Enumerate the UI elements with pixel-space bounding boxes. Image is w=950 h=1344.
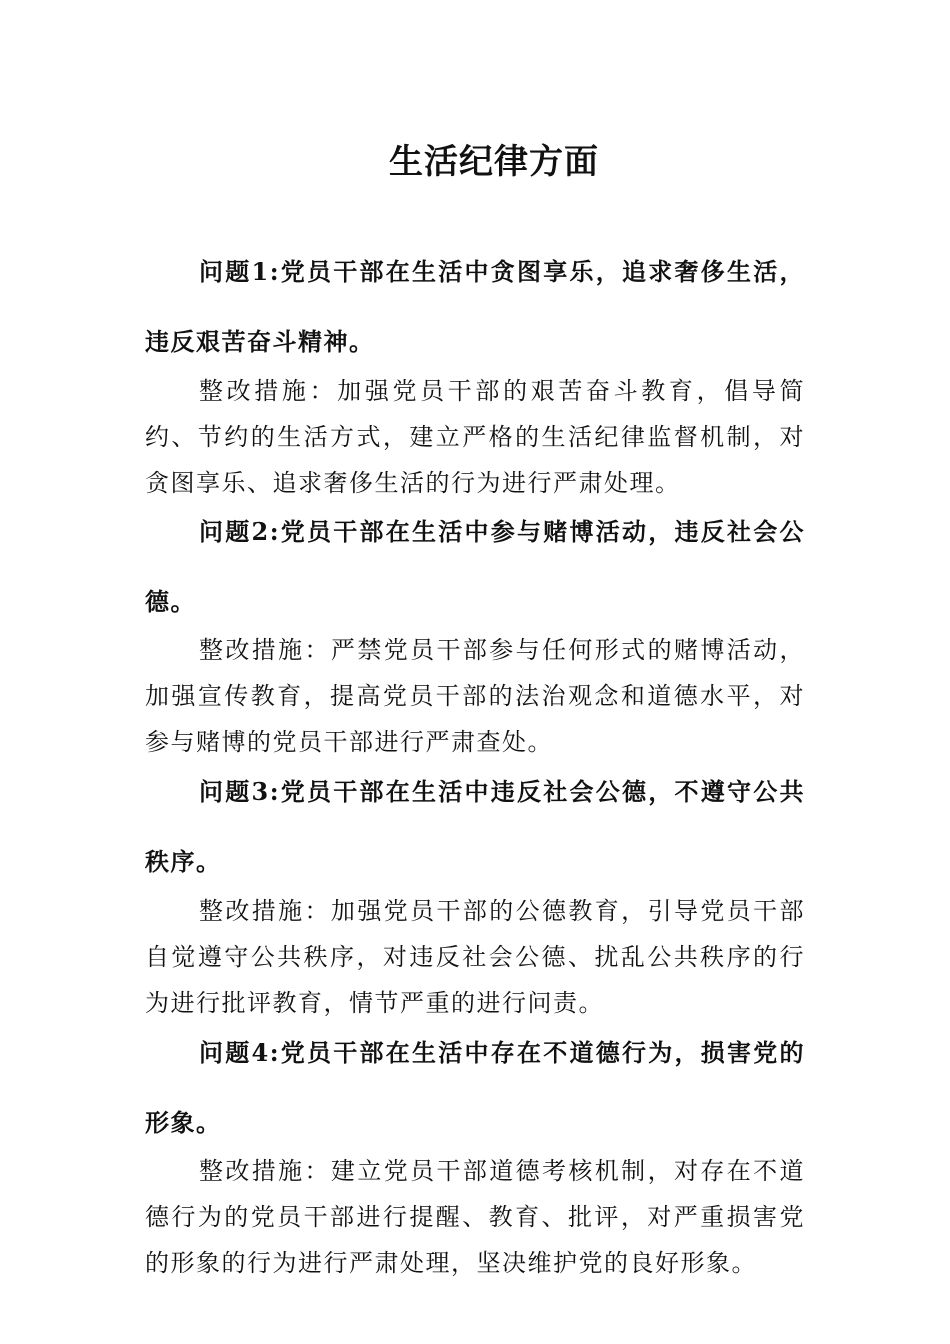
issue-1-heading: 问题1:党员干部在生活中贪图享乐，追求奢侈生活，违反艰苦奋斗精神。 xyxy=(145,257,805,356)
issue-2-heading: 问题2:党员干部在生活中参与赌博活动，违反社会公德。 xyxy=(145,517,805,616)
issue-3-heading: 问题3:党员干部在生活中违反社会公德，不遵守公共秩序。 xyxy=(145,777,805,876)
issue-4-heading: 问题4:党员干部在生活中存在不道德行为，损害党的形象。 xyxy=(145,1038,805,1137)
issue-4-measure: 整改措施：建立党员干部道德考核机制，对存在不道德行为的党员干部进行提醒、教育、批评，对严重损害党的形象的行为进行严肃处理，坚决维护党的良好形象。 xyxy=(145,1157,805,1277)
issue-2-measure: 整改措施：严禁党员干部参与任何形式的赌博活动，加强宣传教育，提高党员干部的法治观念和道德水平，对参与赌博的党员干部进行严肃查处。 xyxy=(145,636,805,756)
issue-1-measure: 整改措施：加强党员干部的艰苦奋斗教育，倡导简约、节约的生活方式，建立严格的生活纪律监督机制，对贪图享乐、追求奢侈生活的行为进行严肃处理。 xyxy=(145,377,805,497)
page-title: 生活纪律方面 xyxy=(389,141,599,182)
issue-3-measure: 整改措施：加强党员干部的公德教育，引导党员干部自觉遵守公共秩序，对违反社会公德、扰乱公共秩序的行为进行批评教育，情节严重的进行问责。 xyxy=(145,897,805,1017)
